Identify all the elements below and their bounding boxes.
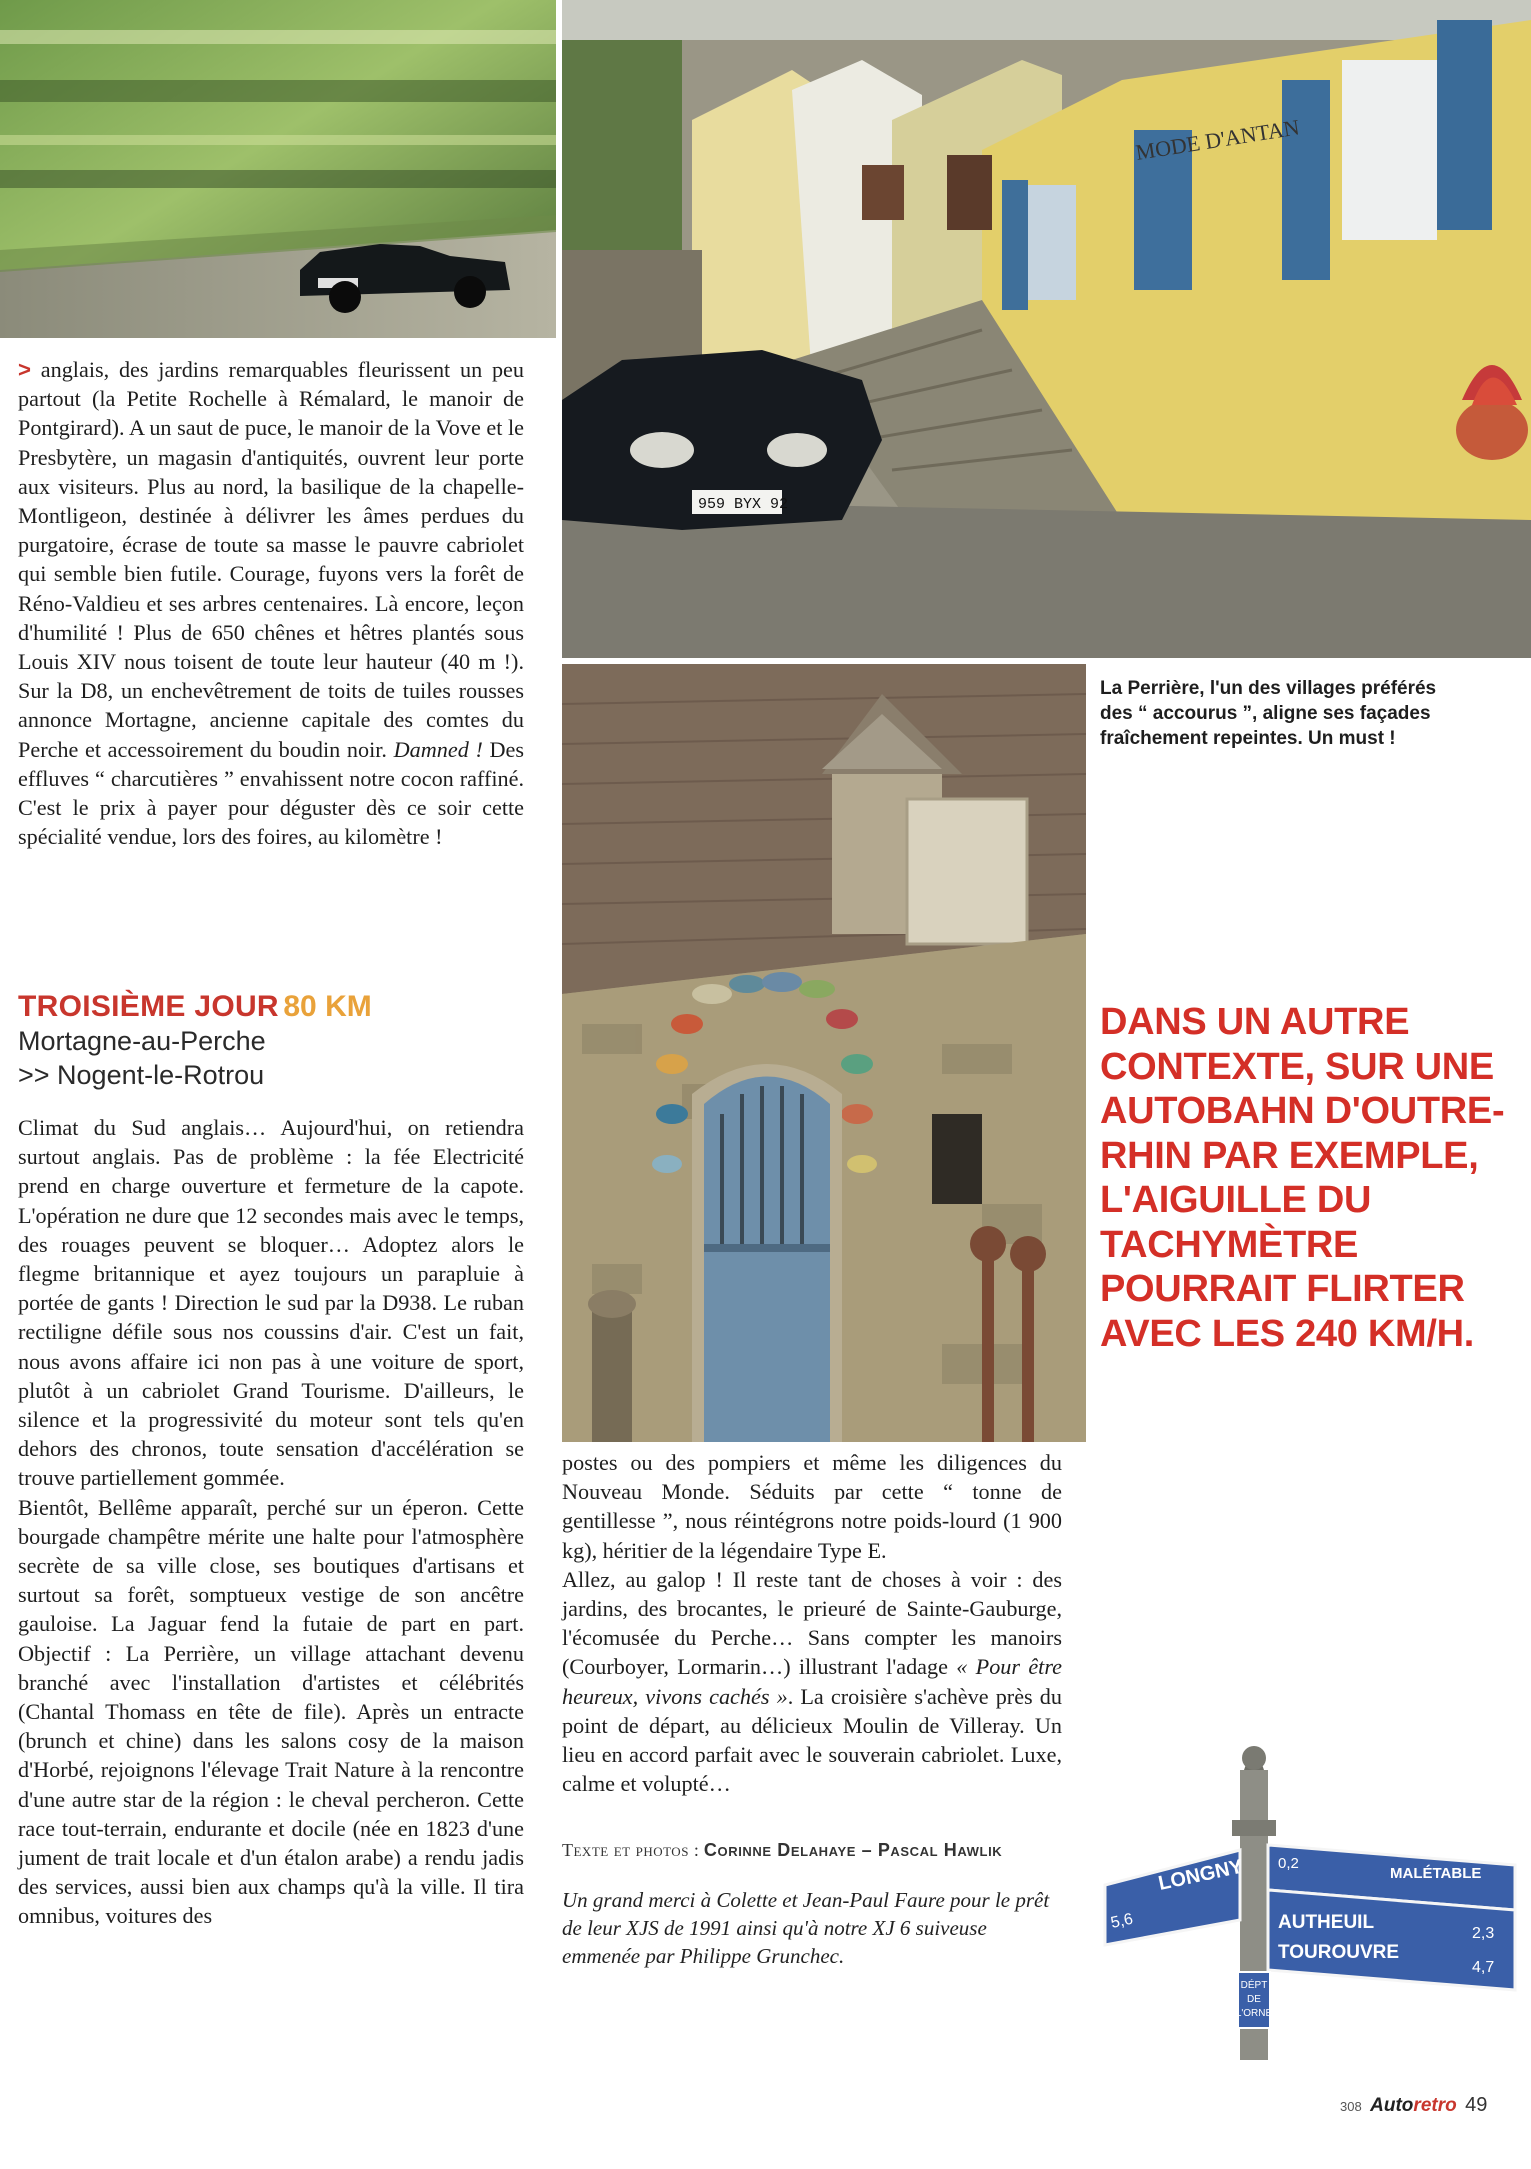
department-plaque (1236, 1972, 1273, 2028)
credits-label: Texte et photos : (562, 1840, 700, 1860)
credits-names: Corinne Delahaye – Pascal Hawlik (703, 1840, 1003, 1860)
route-start: Mortagne-au-Perche (18, 1026, 266, 1056)
sign-mid-distance: 2,3 (1472, 1925, 1495, 1942)
license-plate: 959 BYX 92 (698, 496, 789, 513)
column1-top-text (18, 355, 524, 851)
sign-top-distance: 0,2 (1278, 1855, 1299, 1872)
pull-quote: DANS UN AUTRE CONTEXTE, SUR UNE AUTOBAHN D'OUTRE-RHIN PAR EXEMPLE, L'AIGUILLE DU TACHYMÈTRE POURRAIT FLIRTER AVEC LES 240 KM/H. (1100, 1001, 1505, 1355)
day-label: TROISIÈME JOUR (18, 990, 279, 1023)
issue-number: 308 (1340, 2099, 1362, 2114)
garden-ornament (588, 1290, 636, 1442)
route-end: >> Nogent-le-Rotrou (18, 1060, 265, 1090)
sign-low-label: TOUROUVRE (1278, 1942, 1400, 1963)
sign-left-label: LONGNY (1156, 1855, 1245, 1895)
sign-top-label: MALÉTABLE (1390, 1865, 1482, 1882)
photo-caption: La Perrière, l'un des villages préférés des “ accourus ”, aligne ses façades fraîchement repeintes. Un must ! (1100, 678, 1437, 749)
paragraph-text: anglais, des jardins remarquables fleurissent un peu partout (la Petite Rochelle à Rémalard, le manoir de Pontgirard). A un saut de puce, le manoir de la Vove et le Presbytère, un magasin d'antiquités, ouvrent leur porte aux visiteurs. Plus au nord, la basilique de la chapelle-Montligeon, destinée à délivrer les âmes perdues du purgatoire, écrase de toute sa masse le pauvre cabriolet qui semble bien futile. Courage, fuyons vers la forêt de Réno-Valdieu et ses arbres centenaires. Là encore, leçon d'humilité ! Plus de 650 chênes et hêtres plantés sous Louis XIV nous toisent de toute leur hauteur (40 m !). Sur la D8, un enchevêtrement de toits de tuiles rousses annonce Mortagne, ancienne capitale des comtes du Perche et accessoirement du boudin noir. (18, 357, 525, 762)
svg-text:DÉPT: DÉPT (1240, 1980, 1268, 1991)
car-forest-photo (0, 0, 556, 338)
km-label: 80 KM (283, 990, 372, 1023)
photo-credits (562, 1840, 1062, 1861)
galop-text: Allez, au galop ! Il reste tant de choses à voir : des jardins, des brocantes, le prieuré de Sainte-Gauburge, l'écomusée du Perche… Sans compter les manoirs (Courboyer, Lormarin…) illustrant l'adage (562, 1566, 1062, 1680)
car-in-forest-image (0, 0, 556, 338)
magazine-logo: Autoretro (1370, 2095, 1457, 2116)
stone-barn-image (562, 664, 1086, 1442)
road-sign-photo (1100, 1740, 1520, 2060)
paragraph-text-end: Des effluves “ charcutières ” envahissent notre cocon raffiné. C'est le prix à payer pour déguster dès ce soir cette spécialité vendue, lors des foires, au kilomètre ! (18, 736, 524, 850)
svg-text:DE: DE (1247, 1994, 1261, 2005)
thanks-note: Un grand merci à Colette et Jean-Paul Faure pour le prêt de leur XJS de 1991 ainsi qu'à notre XJ 6 suiveuse emmenée par Philippe Grunchec. (562, 1888, 1050, 1968)
page-number: 49 (1465, 2094, 1488, 2116)
paragraph-continuation (18, 355, 524, 851)
section-heading (18, 990, 538, 1092)
italic-damned: Damned ! (393, 736, 483, 762)
village-street-image (562, 0, 1531, 658)
paragraph-postes: postes ou des pompiers et même les diligences du Nouveau Monde. Séduits par cette “ tonne de gentillesse ”, nous réintégrons notre poids-lourd (1 900 kg), héritier de la légendaire Type E. (562, 1450, 1062, 1563)
car-jaguar-xjs (562, 350, 882, 530)
paragraph-galop (562, 1565, 1062, 1799)
svg-text:L'ORNE: L'ORNE (1235, 2008, 1273, 2019)
stone-barn-photo (562, 664, 1086, 1442)
sign-mid-label: AUTHEUIL (1278, 1912, 1375, 1933)
column2-text (562, 1448, 1062, 1798)
sign-right (1268, 1845, 1515, 1990)
adage-quote: « Pour être heureux, vivons cachés » (562, 1654, 1062, 1709)
road-sign-image (1100, 1740, 1520, 2060)
column1-bottom-text (18, 1113, 524, 1931)
shop-sign-text: MODE D'ANTAN (1133, 114, 1302, 165)
paragraph-climat: Climat du Sud anglais… Aujourd'hui, on retiendra surtout anglais. Pas de problème : la fée Electricité prend en charge ouverture et fermeture de la capote. L'opération ne dure que 12 secondes mais avec le temps, des rouages peuvent se bloquer… Adoptez alors le flegme britannique et ayez toujours un parapluie à portée de gants ! Direction le sud par la D938. Le ruban rectiligne défile sous nos coussins d'air. C'est un fait, nous avons affaire ici non pas à une voiture de sport, plutôt à un cabriolet Grand Tourisme. D'ailleurs, le silence et la progressivité du moteur sont tels qu'en dehors des chronos, toute sensation d'accélération se trouve partiellement gommée. (18, 1115, 524, 1491)
paragraph-belleme: Bientôt, Bellême apparaît, perché sur un éperon. Cette bourgade champêtre mérite une halte pour l'atmosphère secrète de sa ville close, ses boutiques d'artisans et surtout sa forêt, somptueux vestige de son ancêtre gauloise. La Jaguar fend la futaie de part en part. Objectif : La Perrière, un village attachant devenu branché avec l'installation d'artistes et célébrités (Chantal Thomass en tête de file). Après un entracte (brunch et chine) dans les salons cosy de la maison d'Horbé, rejoignons l'élevage Trait Nature à la rencontre d'une autre star de la région : le cheval percheron. Cette race tout-terrain, endurante et docile (née en 1823 d'une jument de trait locale et d'un étalon arabe) a rendu jadis des services, aussi bien aux champs qu'à la ville. Il tira omnibus, voitures des (18, 1494, 524, 1929)
sign-low-distance: 4,7 (1472, 1959, 1495, 1976)
galop-text-end: . La croisière s'achève près du point de départ, au délicieux Moulin de Villeray. Un lieu en accord parfait avec le souverain cabriolet. Luxe, calme et volupté… (562, 1683, 1062, 1797)
village-street-photo (562, 0, 1531, 658)
sign-left-distance: 5,6 (1109, 1910, 1135, 1932)
continuation-arrow: > (18, 357, 31, 382)
page-footer (1340, 2094, 1487, 2117)
